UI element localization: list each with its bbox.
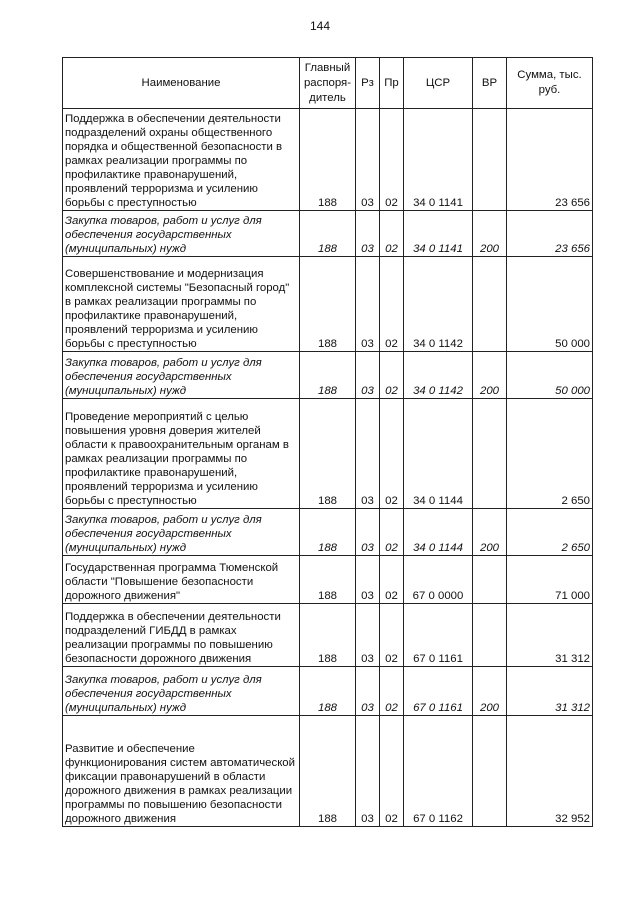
row-csr: 34 0 1144 (404, 399, 473, 509)
table-row (63, 109, 593, 211)
header-name: Наименование (63, 58, 300, 109)
row-vr: 200 (473, 211, 507, 257)
row-manager: 188 (300, 399, 356, 509)
row-manager: 188 (300, 109, 356, 211)
row-pr: 02 (380, 399, 404, 509)
row-csr: 67 0 1161 (404, 604, 473, 667)
page-number: 144 (309, 19, 331, 33)
row-pr: 02 (380, 604, 404, 667)
header-pr: Пр (380, 58, 404, 109)
row-sum: 23 656 (507, 109, 593, 211)
row-rz: 03 (356, 716, 380, 827)
row-pr: 02 (380, 211, 404, 257)
table-row (63, 716, 593, 827)
header-vr: ВР (473, 58, 507, 109)
row-sum: 31 312 (507, 667, 593, 716)
row-sum: 50 000 (507, 352, 593, 399)
row-name: Совершенствование и модернизация комплексной системы "Безопасный город" в рамках реализации программы по профилактике правонарушений, проявлений терроризма и усилению борьбы с преступностью (63, 257, 300, 352)
row-pr: 02 (380, 556, 404, 604)
row-rz: 03 (356, 556, 380, 604)
row-pr: 02 (380, 257, 404, 352)
row-pr: 02 (380, 667, 404, 716)
row-vr (473, 399, 507, 509)
row-csr: 67 0 1161 (404, 667, 473, 716)
row-rz: 03 (356, 399, 380, 509)
row-vr: 200 (473, 509, 507, 556)
row-pr: 02 (380, 109, 404, 211)
table-row (63, 352, 593, 399)
table-row (63, 211, 593, 257)
row-rz: 03 (356, 509, 380, 556)
header-row (63, 58, 593, 109)
row-csr: 34 0 1144 (404, 509, 473, 556)
row-sum: 2 650 (507, 509, 593, 556)
row-sum: 31 312 (507, 604, 593, 667)
row-pr: 02 (380, 716, 404, 827)
table-row (63, 257, 593, 352)
table-row (63, 556, 593, 604)
row-manager: 188 (300, 352, 356, 399)
row-vr (473, 109, 507, 211)
row-rz: 03 (356, 211, 380, 257)
row-vr (473, 604, 507, 667)
row-pr: 02 (380, 509, 404, 556)
row-csr: 34 0 1142 (404, 352, 473, 399)
row-csr: 34 0 1141 (404, 211, 473, 257)
row-vr: 200 (473, 667, 507, 716)
row-name: Закупка товаров, работ и услуг для обеспечения государственных (муниципальных) нужд (63, 211, 300, 257)
row-vr (473, 556, 507, 604)
header-rz: Рз (356, 58, 380, 109)
row-name: Закупка товаров, работ и услуг для обеспечения государственных (муниципальных) нужд (63, 352, 300, 399)
row-rz: 03 (356, 604, 380, 667)
row-vr: 200 (473, 352, 507, 399)
row-manager: 188 (300, 604, 356, 667)
row-vr (473, 716, 507, 827)
row-manager: 188 (300, 509, 356, 556)
row-name: Поддержка в обеспечении деятельности подразделений охраны общественного порядка и общественной безопасности в рамках реализации программы по профилактике правонарушений, проявлений терроризма и усилению борьбы с преступностью (63, 109, 300, 211)
row-vr (473, 257, 507, 352)
row-manager: 188 (300, 211, 356, 257)
header-sum: Сумма, тыс. руб. (507, 58, 593, 109)
header-manager: Главный распоря-дитель (300, 58, 356, 109)
header-csr: ЦСР (404, 58, 473, 109)
table-row (63, 509, 593, 556)
row-name: Развитие и обеспечение функционирования систем автоматической фиксации правонарушений в области дорожного движения в рамках реализации программы по повышению безопасности дорожного движения (63, 716, 300, 827)
row-rz: 03 (356, 109, 380, 211)
row-csr: 34 0 1142 (404, 257, 473, 352)
row-name: Проведение мероприятий с целью повышения уровня доверия жителей области к правоохранительным органам в рамках реализации программы по профилактике правонарушений, проявлений терроризма и усилению борьбы с преступностью (63, 399, 300, 509)
row-name: Закупка товаров, работ и услуг для обеспечения государственных (муниципальных) нужд (63, 509, 300, 556)
row-name: Поддержка в обеспечении деятельности подразделений ГИБДД в рамках реализации программы по повышению безопасности дорожного движения (63, 604, 300, 667)
row-rz: 03 (356, 257, 380, 352)
table-row (63, 604, 593, 667)
row-sum: 50 000 (507, 257, 593, 352)
row-manager: 188 (300, 667, 356, 716)
row-rz: 03 (356, 667, 380, 716)
row-rz: 03 (356, 352, 380, 399)
table-row (63, 399, 593, 509)
row-csr: 34 0 1141 (404, 109, 473, 211)
table-row (63, 667, 593, 716)
row-pr: 02 (380, 352, 404, 399)
row-manager: 188 (300, 716, 356, 827)
row-sum: 2 650 (507, 399, 593, 509)
row-name: Государственная программа Тюменской области "Повышение безопасности дорожного движения" (63, 556, 300, 604)
row-csr: 67 0 1162 (404, 716, 473, 827)
budget-table (62, 57, 593, 827)
row-csr: 67 0 0000 (404, 556, 473, 604)
row-sum: 32 952 (507, 716, 593, 827)
row-sum: 23 656 (507, 211, 593, 257)
row-manager: 188 (300, 257, 356, 352)
row-manager: 188 (300, 556, 356, 604)
row-name: Закупка товаров, работ и услуг для обеспечения государственных (муниципальных) нужд (63, 667, 300, 716)
row-sum: 71 000 (507, 556, 593, 604)
